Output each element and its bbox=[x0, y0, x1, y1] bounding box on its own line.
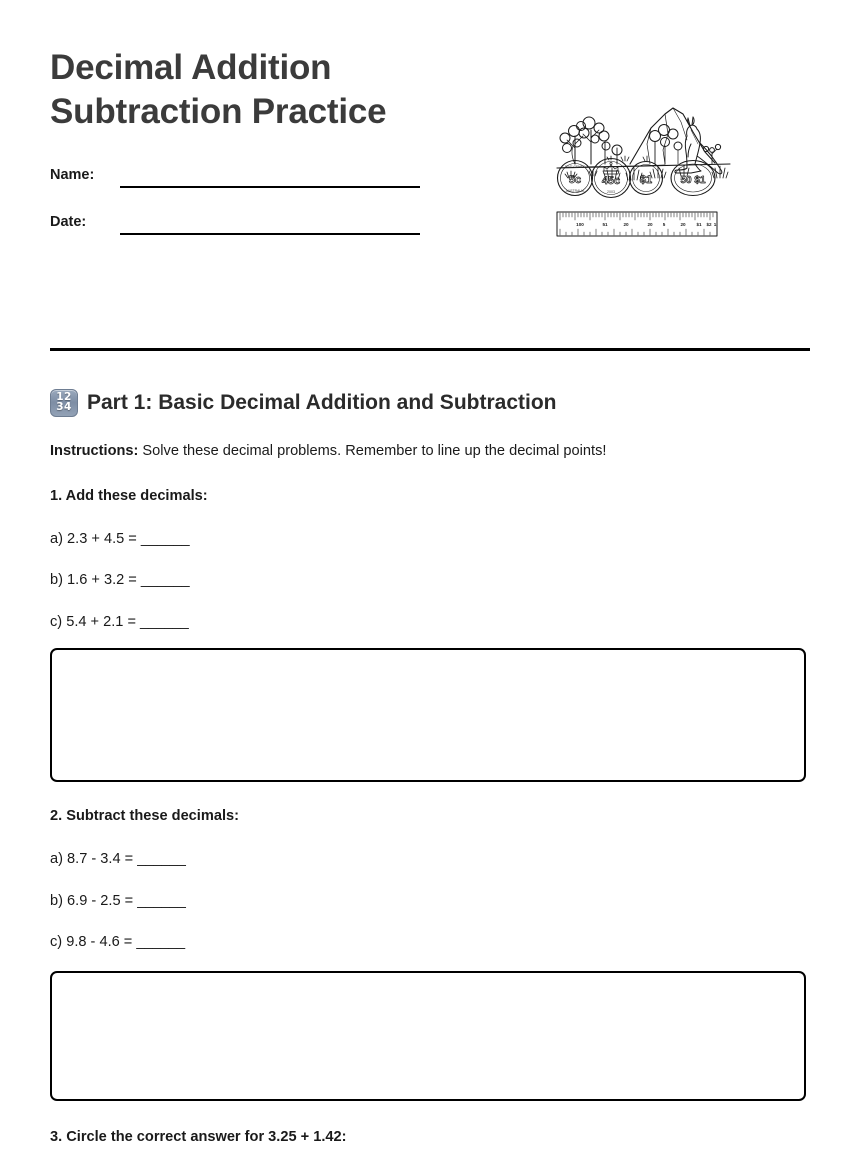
svg-text:$1: $1 bbox=[639, 174, 653, 186]
page-title-line-2: Subtraction Practice bbox=[50, 92, 387, 131]
page-title bbox=[50, 46, 520, 134]
outback-coins-ruler-clipart bbox=[505, 60, 740, 280]
name-field-label: Name: bbox=[50, 167, 95, 183]
svg-text:20: 20 bbox=[680, 222, 686, 227]
part-1-heading bbox=[50, 386, 556, 420]
name-input-line[interactable] bbox=[120, 186, 420, 188]
icon-digits-top: 12 bbox=[56, 391, 72, 403]
question-1-item-b: b) 1.6 + 3.2 = ______ bbox=[50, 572, 190, 588]
question-2-item-a: a) 8.7 - 3.4 = ______ bbox=[50, 851, 186, 867]
svg-text:50 $1: 50 $1 bbox=[680, 175, 706, 186]
svg-text:5c: 5c bbox=[568, 174, 582, 186]
instructions-text: Solve these decimal problems. Remember to line up the decimal points! bbox=[138, 443, 607, 459]
question-2-heading: 2. Subtract these decimals: bbox=[50, 808, 239, 824]
section-title: Part 1: Basic Decimal Addition and Subtraction bbox=[87, 391, 557, 414]
header-divider bbox=[50, 348, 810, 351]
svg-text:51: 51 bbox=[602, 222, 608, 227]
svg-text:FIVE CENTS: FIVE CENTS bbox=[565, 165, 585, 169]
svg-text:20: 20 bbox=[623, 222, 629, 227]
instructions-label: Instructions: bbox=[50, 443, 139, 459]
question-3-heading: 3. Circle the correct answer for 3.25 + 1.42: bbox=[50, 1129, 347, 1145]
svg-text:2003: 2003 bbox=[607, 190, 615, 194]
question-1-item-a: a) 2.3 + 4.5 = ______ bbox=[50, 531, 190, 547]
icon-digits-bottom: 34 bbox=[56, 401, 72, 413]
svg-text:$1: $1 bbox=[696, 222, 702, 227]
question-1-answer-box[interactable] bbox=[50, 648, 806, 782]
ruler-icon bbox=[557, 212, 717, 236]
svg-text:20: 20 bbox=[647, 222, 653, 227]
question-2-answer-box[interactable] bbox=[50, 971, 806, 1101]
question-2-item-c: c) 9.8 - 4.6 = ______ bbox=[50, 934, 186, 950]
instructions-line bbox=[50, 441, 810, 461]
input-numbers-1234-icon bbox=[50, 389, 78, 417]
date-field-label: Date: bbox=[50, 214, 87, 230]
page-title-line-1: Decimal Addition bbox=[50, 48, 332, 87]
question-1-item-c: c) 5.4 + 2.1 = ______ bbox=[50, 614, 189, 630]
svg-text:$2: $2 bbox=[706, 222, 712, 227]
svg-text:5: 5 bbox=[662, 222, 666, 227]
question-2-item-b: b) 6.9 - 2.5 = ______ bbox=[50, 893, 186, 909]
svg-text:1: 1 bbox=[713, 222, 717, 227]
svg-text:45c: 45c bbox=[601, 175, 621, 187]
date-input-line[interactable] bbox=[120, 233, 420, 235]
svg-text:100: 100 bbox=[576, 222, 584, 227]
svg-text:AUSTRALIA: AUSTRALIA bbox=[565, 189, 585, 193]
outback-landscape-icon bbox=[557, 108, 730, 180]
question-1-heading: 1. Add these decimals: bbox=[50, 488, 208, 504]
